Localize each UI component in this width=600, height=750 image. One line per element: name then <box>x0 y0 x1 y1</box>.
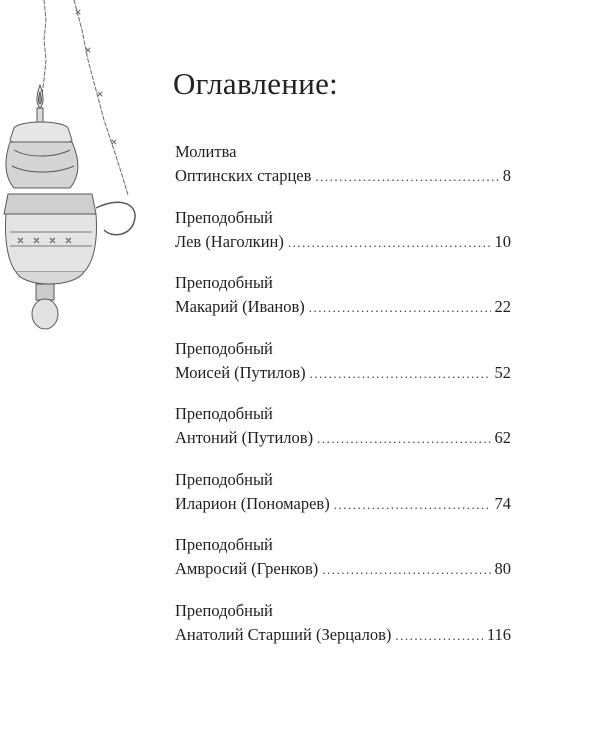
toc-page-number: 22 <box>494 297 511 316</box>
toc-entry-title: Моисей (Путилов) <box>175 362 306 382</box>
toc-entry[interactable] <box>175 337 511 403</box>
toc-entry-title: Оптинских старцев <box>175 166 312 185</box>
toc-entry-title: Лев (Наголкин) <box>175 231 284 251</box>
toc-entry-label: Преподобный <box>175 273 273 292</box>
toc-entry-title: Макарий (Иванов) <box>175 297 305 316</box>
dot-leader <box>310 362 491 386</box>
toc-entry-label: Преподобный <box>175 338 273 358</box>
toc-entry[interactable] <box>175 271 511 337</box>
toc-entry[interactable] <box>175 206 511 272</box>
toc-entry[interactable] <box>175 402 511 468</box>
toc-entry-title: Антоний (Путилов) <box>175 428 314 447</box>
toc-entry-label: Преподобный <box>175 600 273 620</box>
toc-entry-label: Преподобный <box>175 469 273 489</box>
dot-leader <box>395 624 483 648</box>
chain-left <box>42 0 46 95</box>
candle-flame <box>37 85 43 122</box>
dot-leader <box>309 296 491 320</box>
chain-right <box>74 0 128 195</box>
toc-page-number: 8 <box>502 166 511 185</box>
toc-entry[interactable] <box>175 468 511 534</box>
toc-entry[interactable] <box>175 140 511 206</box>
toc-entry[interactable] <box>175 533 511 599</box>
dot-leader <box>315 165 498 189</box>
toc-entry-label: Молитва <box>175 142 237 161</box>
table-of-contents <box>175 140 511 664</box>
page-title: Оглавление: <box>173 66 339 101</box>
toc-page-number: 52 <box>494 362 511 382</box>
toc-entry-title: Иларион (Пономарев) <box>175 493 330 513</box>
toc-page-number: 74 <box>494 493 511 513</box>
dot-leader <box>288 231 491 255</box>
toc-entry-label: Преподобный <box>175 535 273 554</box>
hanging-lampada-illustration <box>0 0 150 340</box>
dot-leader <box>317 427 490 451</box>
toc-entry-label: Преподобный <box>175 207 273 227</box>
dot-leader <box>334 493 491 517</box>
toc-entry-label: Преподобный <box>175 404 273 423</box>
dot-leader <box>322 558 490 582</box>
toc-page-number: 116 <box>486 624 511 644</box>
toc-page-number: 62 <box>494 428 511 447</box>
toc-page-number: 80 <box>494 559 511 578</box>
toc-entry-title: Анатолий Старший (Зерцалов) <box>175 624 392 644</box>
toc-entry[interactable] <box>175 599 511 665</box>
toc-entry-title: Амвросий (Гренков) <box>175 559 319 578</box>
toc-page-number: 10 <box>494 231 511 251</box>
